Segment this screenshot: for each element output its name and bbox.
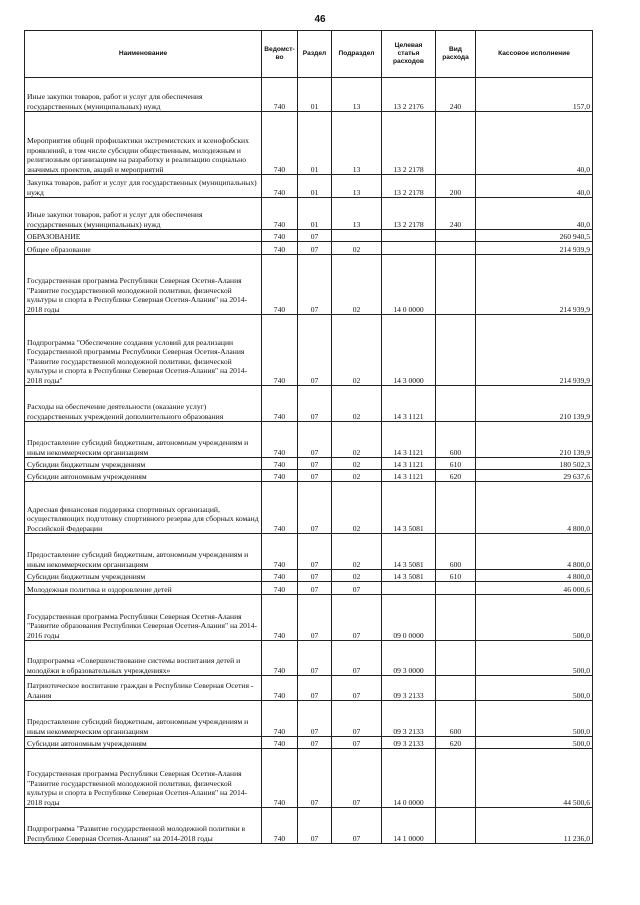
cell-name: Общее образование [25, 242, 262, 255]
cell-subsection: 07 [332, 737, 382, 749]
cell-dept: 740 [262, 749, 298, 808]
cell-name: Субсидии автономным учреждениям [25, 737, 262, 749]
cell-section: 07 [298, 676, 332, 701]
cell-name: Патриотическое воспитание граждан в Республике Северная Осетия - Алания [25, 676, 262, 701]
cell-target: 14 3 1121 [382, 422, 436, 458]
cell-amount: 44 500,6 [476, 749, 593, 808]
table-row [25, 230, 593, 242]
cell-exptype [436, 808, 476, 844]
cell-target [382, 242, 436, 255]
cell-section: 07 [298, 242, 332, 255]
table-row [25, 595, 593, 641]
cell-dept: 740 [262, 78, 298, 112]
cell-dept: 740 [262, 255, 298, 315]
cell-exptype: 600 [436, 701, 476, 737]
header-section: Раздел [298, 31, 332, 78]
cell-section: 07 [298, 641, 332, 676]
table-row [25, 701, 593, 737]
cell-dept: 740 [262, 641, 298, 676]
cell-exptype [436, 242, 476, 255]
cell-exptype: 240 [436, 78, 476, 112]
table-row [25, 534, 593, 570]
table-row [25, 422, 593, 458]
cell-section: 07 [298, 570, 332, 582]
header-subsection: Подраздел [332, 31, 382, 78]
cell-dept: 740 [262, 482, 298, 534]
table-row [25, 676, 593, 701]
cell-subsection: 02 [332, 482, 382, 534]
cell-amount: 29 637,6 [476, 470, 593, 482]
cell-section: 07 [298, 386, 332, 422]
page-number: 46 [314, 14, 326, 25]
table-row [25, 112, 593, 175]
header-exptype: Вид расхода [436, 31, 476, 78]
cell-name: Иные закупки товаров, работ и услуг для обеспечения государственных (муниципальных) нужд [25, 198, 262, 230]
cell-subsection: 07 [332, 582, 382, 595]
table-row [25, 255, 593, 315]
cell-amount: 11 236,0 [476, 808, 593, 844]
cell-amount: 214 939,9 [476, 242, 593, 255]
cell-name: Подпрограмма «Совершенствование системы воспитания детей и молодёжи в образовательных учреждениях» [25, 641, 262, 676]
cell-exptype: 240 [436, 198, 476, 230]
cell-target: 09 3 0000 [382, 641, 436, 676]
cell-name: Государственная программа Республики Северная Осетия-Алания "Развитие государственной молодежной политики, физической культуры и спорта в Республике Северная Осетия-Алания" на 2014-2018 годы [25, 749, 262, 808]
cell-section: 07 [298, 808, 332, 844]
cell-dept: 740 [262, 198, 298, 230]
cell-section: 01 [298, 198, 332, 230]
table-row [25, 386, 593, 422]
cell-subsection: 02 [332, 458, 382, 470]
cell-name: Предоставление субсидий бюджетным, автономным учреждениям и иным некоммерческим организациям [25, 534, 262, 570]
cell-exptype [436, 315, 476, 386]
cell-target: 13 2 2176 [382, 78, 436, 112]
cell-subsection: 07 [332, 595, 382, 641]
cell-subsection: 02 [332, 534, 382, 570]
cell-dept: 740 [262, 470, 298, 482]
cell-target: 13 2 2178 [382, 175, 436, 198]
cell-subsection [332, 230, 382, 242]
cell-subsection: 13 [332, 198, 382, 230]
cell-section: 01 [298, 175, 332, 198]
cell-subsection: 02 [332, 242, 382, 255]
table-row [25, 582, 593, 595]
header-target: Целевая статья расходов [382, 31, 436, 78]
cell-target: 09 3 2133 [382, 737, 436, 749]
cell-section: 07 [298, 749, 332, 808]
cell-name: Расходы на обеспечение деятельности (оказание услуг) государственных учреждений дополнительного образования [25, 386, 262, 422]
table-row [25, 737, 593, 749]
cell-name: Предоставление субсидий бюджетным, автономным учреждениям и иным некоммерческим организациям [25, 701, 262, 737]
cell-amount: 210 139,9 [476, 422, 593, 458]
cell-amount: 500,0 [476, 641, 593, 676]
cell-exptype: 620 [436, 470, 476, 482]
cell-dept: 740 [262, 676, 298, 701]
cell-name: Государственная программа Республики Северная Осетия-Алания "Развитие образования Республики Северная Осетия-Алания" на 2014-2016 годы [25, 595, 262, 641]
cell-section: 07 [298, 470, 332, 482]
cell-section: 07 [298, 255, 332, 315]
cell-subsection: 02 [332, 315, 382, 386]
cell-section: 07 [298, 737, 332, 749]
table-row [25, 78, 593, 112]
cell-section: 07 [298, 315, 332, 386]
cell-name: Субсидии автономным учреждениям [25, 470, 262, 482]
table-row [25, 482, 593, 534]
cell-amount: 214 939,9 [476, 315, 593, 386]
cell-target: 14 3 1121 [382, 458, 436, 470]
cell-dept: 740 [262, 175, 298, 198]
cell-name: Закупка товаров, работ и услуг для государственных (муниципальных) нужд [25, 175, 262, 198]
header-name: Наименование [25, 31, 262, 78]
cell-amount: 210 139,9 [476, 386, 593, 422]
header-dept: Ведомст-во [262, 31, 298, 78]
cell-subsection: 02 [332, 386, 382, 422]
cell-name: Иные закупки товаров, работ и услуг для обеспечения государственных (муниципальных) нужд [25, 78, 262, 112]
cell-section: 07 [298, 482, 332, 534]
cell-section: 01 [298, 112, 332, 175]
cell-name: Предоставление субсидий бюджетным, автономным учреждениям и иным некоммерческим организациям [25, 422, 262, 458]
cell-name: Подпрограмма "Обеспечение создания условий для реализации Государственной программы Республики Северная Осетия-Алания "Развитие государственной молодежной политики, физической культуры и спорта в Республике Северная Осетия-Алания" на 2014-2018 годы" [25, 315, 262, 386]
cell-target: 09 3 2133 [382, 676, 436, 701]
cell-exptype [436, 386, 476, 422]
cell-amount: 500,0 [476, 701, 593, 737]
cell-amount: 4 800,0 [476, 570, 593, 582]
cell-amount: 40,0 [476, 175, 593, 198]
cell-target: 14 3 5081 [382, 482, 436, 534]
table-row [25, 570, 593, 582]
cell-subsection: 07 [332, 701, 382, 737]
cell-subsection: 07 [332, 641, 382, 676]
cell-exptype [436, 255, 476, 315]
cell-subsection: 07 [332, 749, 382, 808]
cell-amount: 4 800,0 [476, 482, 593, 534]
cell-target: 14 3 1121 [382, 470, 436, 482]
table-header-row [25, 31, 593, 78]
header-amount: Кассовое исполнение [476, 31, 593, 78]
cell-name: ОБРАЗОВАНИЕ [25, 230, 262, 242]
cell-target: 09 3 2133 [382, 701, 436, 737]
cell-section: 07 [298, 534, 332, 570]
cell-subsection: 02 [332, 470, 382, 482]
table-row [25, 242, 593, 255]
cell-target: 14 3 5081 [382, 534, 436, 570]
cell-dept: 740 [262, 242, 298, 255]
cell-subsection: 02 [332, 570, 382, 582]
table-row [25, 808, 593, 844]
cell-exptype [436, 641, 476, 676]
cell-target [382, 230, 436, 242]
cell-amount: 40,0 [476, 112, 593, 175]
cell-amount: 157,0 [476, 78, 593, 112]
cell-subsection: 07 [332, 676, 382, 701]
cell-section: 07 [298, 230, 332, 242]
cell-dept: 740 [262, 386, 298, 422]
cell-exptype: 200 [436, 175, 476, 198]
cell-dept: 740 [262, 534, 298, 570]
cell-name: Мероприятия общей профилактики экстремистских и ксенофобских проявлений, в том числе субсидии общественным, молодежным и религиозным организациям на разработку и реализацию социально значимых проектов, акций и мероприятий [25, 112, 262, 175]
cell-amount: 46 000,6 [476, 582, 593, 595]
cell-amount: 40,0 [476, 198, 593, 230]
cell-amount: 500,0 [476, 595, 593, 641]
cell-exptype: 610 [436, 570, 476, 582]
cell-amount: 500,0 [476, 676, 593, 701]
cell-subsection: 02 [332, 255, 382, 315]
cell-dept: 740 [262, 458, 298, 470]
table-row [25, 175, 593, 198]
cell-name: Адресная финансовая поддержка спортивных организаций, осуществляющих подготовку спортивного резерва для сборных команд Российской Федерации [25, 482, 262, 534]
table-row [25, 198, 593, 230]
cell-subsection: 07 [332, 808, 382, 844]
cell-section: 07 [298, 595, 332, 641]
cell-name: Подпрограмма "Развитие государственной молодежной политики в Республике Северная Осетия-Алания" на 2014-2018 годы [25, 808, 262, 844]
cell-target: 14 3 0000 [382, 315, 436, 386]
cell-exptype: 610 [436, 458, 476, 470]
cell-dept: 740 [262, 808, 298, 844]
cell-exptype [436, 582, 476, 595]
cell-section: 07 [298, 582, 332, 595]
budget-table [24, 30, 593, 844]
cell-target: 14 0 0000 [382, 749, 436, 808]
cell-section: 07 [298, 701, 332, 737]
cell-name: Молодежная политика и оздоровление детей [25, 582, 262, 595]
cell-section: 07 [298, 458, 332, 470]
cell-dept: 740 [262, 112, 298, 175]
cell-section: 07 [298, 422, 332, 458]
cell-subsection: 02 [332, 422, 382, 458]
cell-exptype: 600 [436, 422, 476, 458]
cell-dept: 740 [262, 595, 298, 641]
cell-exptype: 600 [436, 534, 476, 570]
table-row [25, 470, 593, 482]
cell-target: 14 3 1121 [382, 386, 436, 422]
cell-dept: 740 [262, 422, 298, 458]
cell-amount: 180 502,3 [476, 458, 593, 470]
cell-subsection: 13 [332, 112, 382, 175]
table-row [25, 458, 593, 470]
cell-dept: 740 [262, 737, 298, 749]
cell-dept: 740 [262, 582, 298, 595]
cell-target: 14 0 0000 [382, 255, 436, 315]
cell-exptype [436, 749, 476, 808]
cell-amount: 260 940,5 [476, 230, 593, 242]
table-row [25, 749, 593, 808]
cell-amount: 4 800,0 [476, 534, 593, 570]
cell-target: 14 3 5081 [382, 570, 436, 582]
table-row [25, 315, 593, 386]
cell-exptype [436, 482, 476, 534]
cell-target: 13 2 2178 [382, 112, 436, 175]
cell-exptype: 620 [436, 737, 476, 749]
table-row [25, 641, 593, 676]
cell-exptype [436, 230, 476, 242]
cell-amount: 500,0 [476, 737, 593, 749]
cell-target: 14 1 0000 [382, 808, 436, 844]
cell-name: Субсидии бюджетным учреждениям [25, 458, 262, 470]
cell-target: 13 2 2178 [382, 198, 436, 230]
cell-dept: 740 [262, 570, 298, 582]
cell-dept: 740 [262, 315, 298, 386]
cell-target: 09 0 0000 [382, 595, 436, 641]
cell-dept: 740 [262, 701, 298, 737]
cell-exptype [436, 112, 476, 175]
cell-exptype [436, 595, 476, 641]
cell-subsection: 13 [332, 175, 382, 198]
cell-section: 01 [298, 78, 332, 112]
cell-amount: 214 939,9 [476, 255, 593, 315]
cell-exptype [436, 676, 476, 701]
cell-target [382, 582, 436, 595]
cell-dept: 740 [262, 230, 298, 242]
cell-name: Государственная программа Республики Северная Осетия-Алания "Развитие государственной молодежной политики, физической культуры и спорта в Республике Северная Осетия-Алания" на 2014-2018 годы [25, 255, 262, 315]
cell-subsection: 13 [332, 78, 382, 112]
cell-name: Субсидии бюджетным учреждениям [25, 570, 262, 582]
